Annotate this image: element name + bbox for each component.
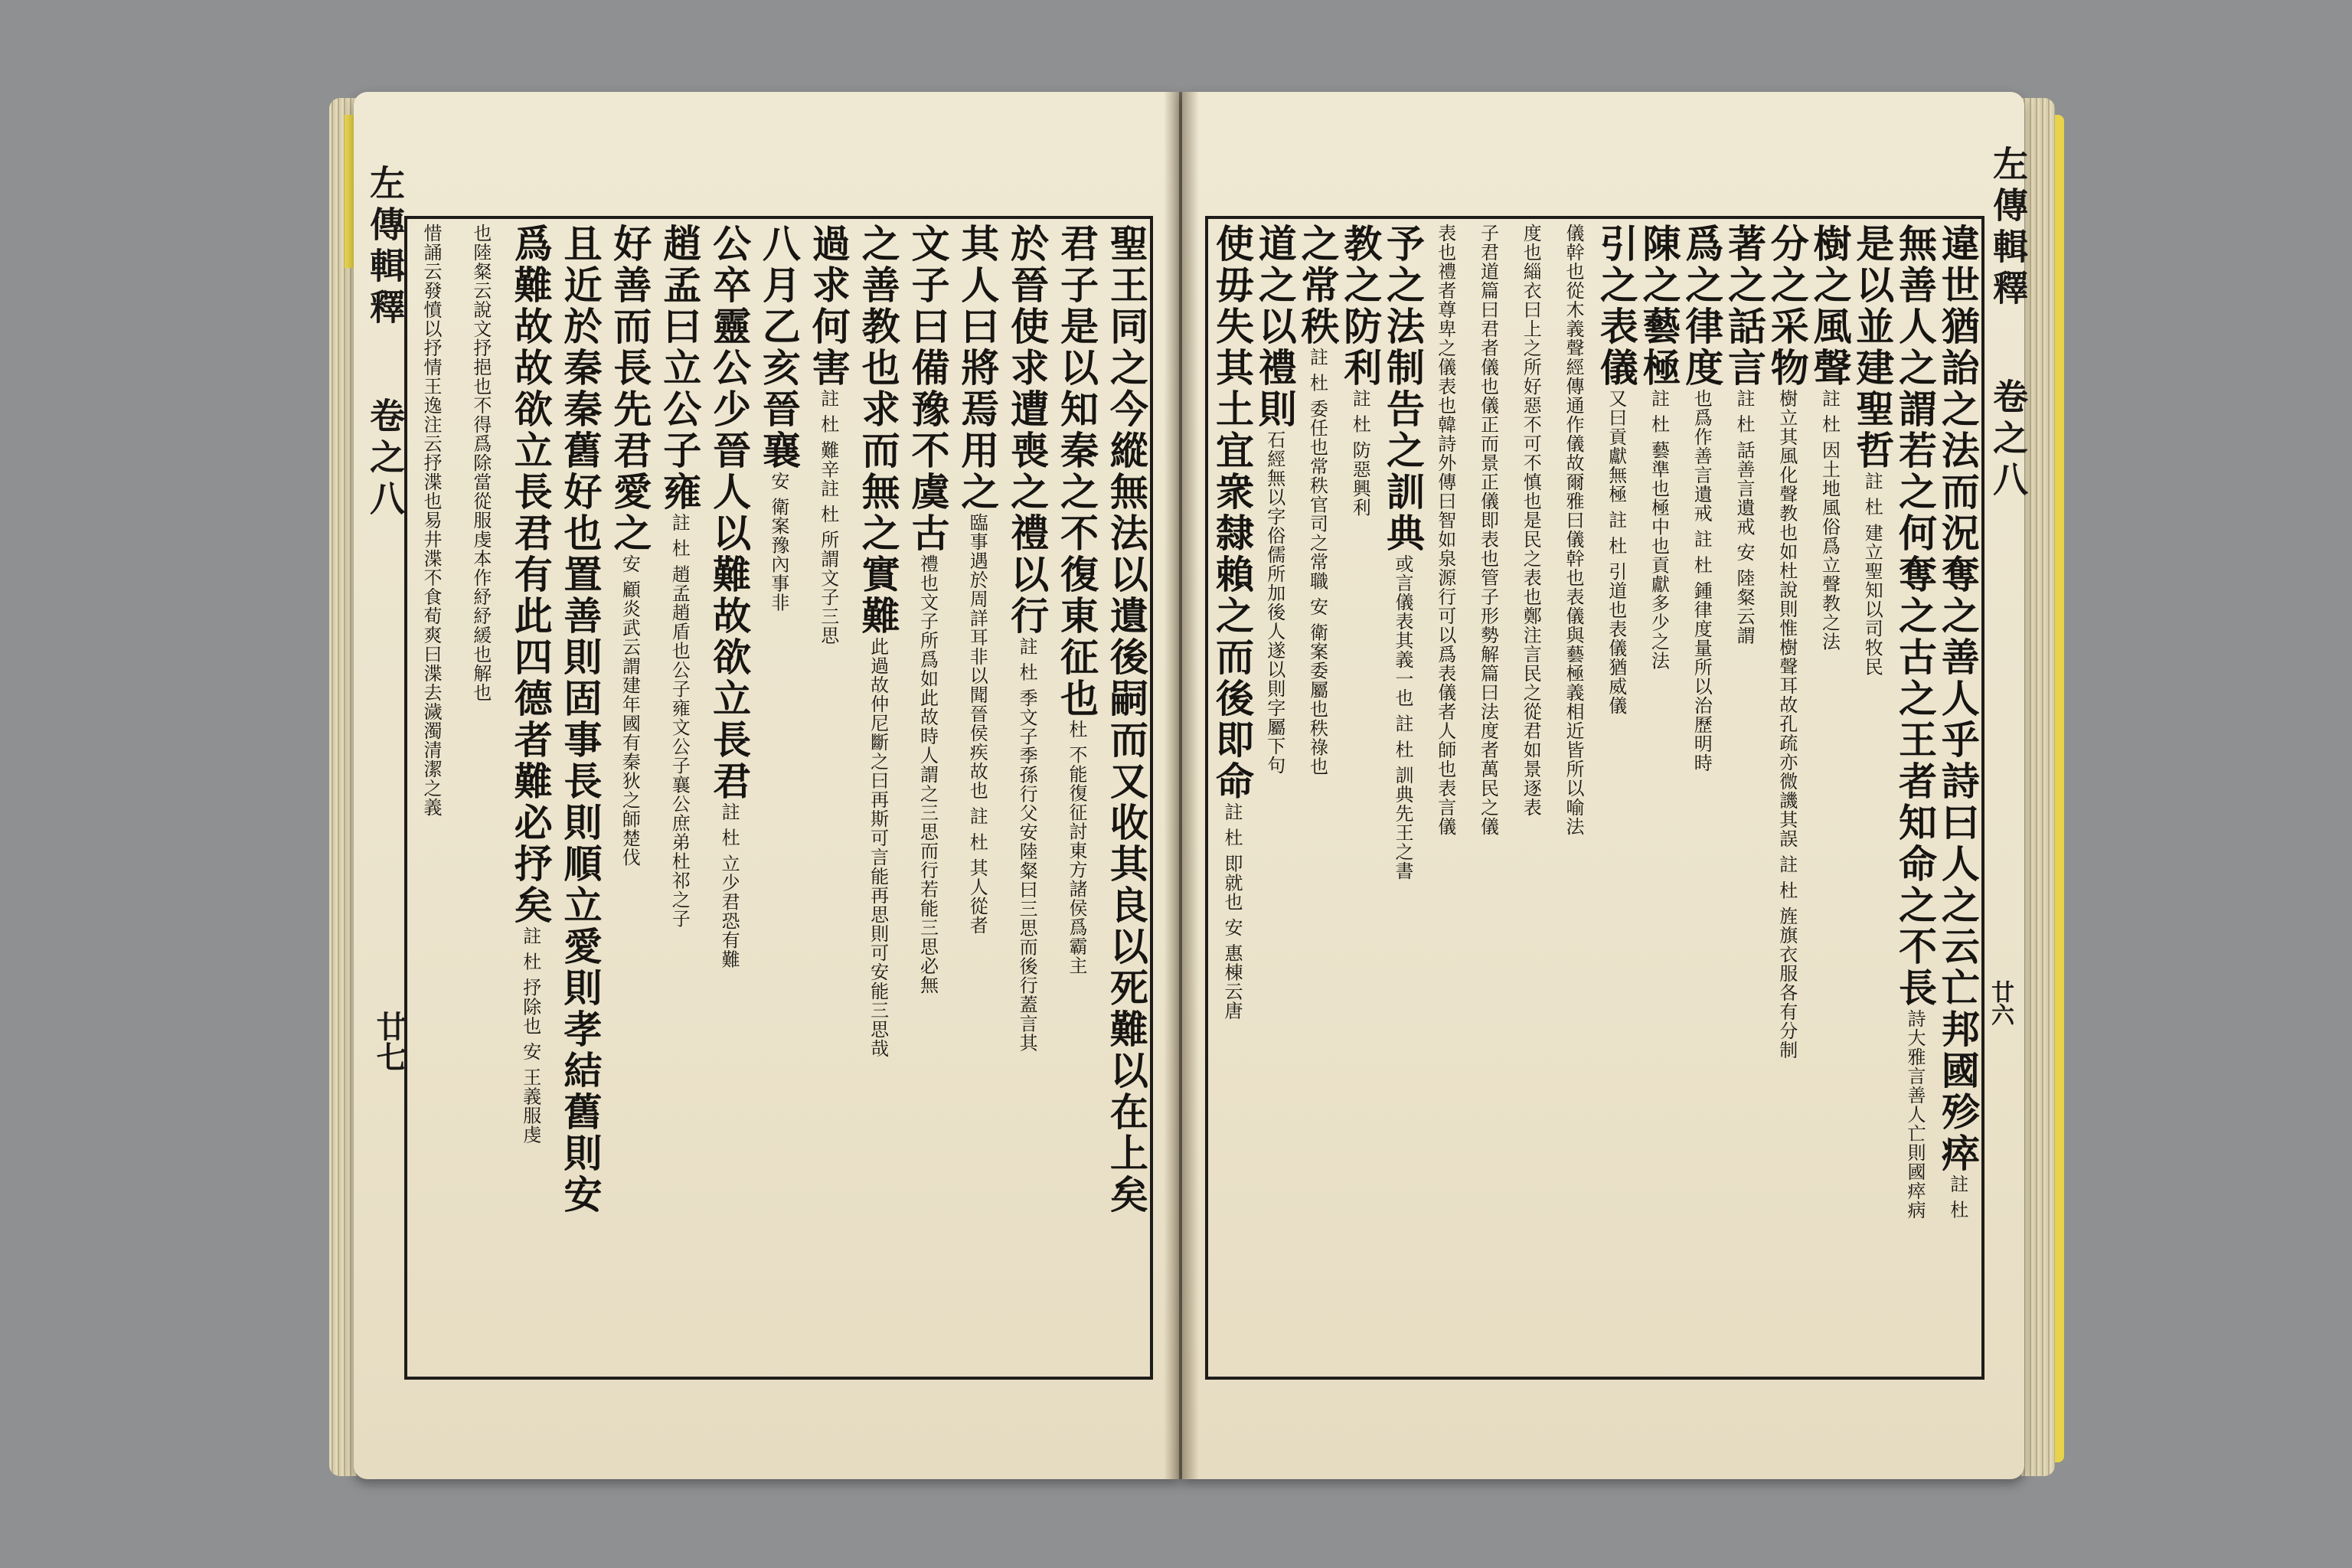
main-text: 爲難故故欲立長君有此四德者難必抒矣 <box>508 224 554 926</box>
text-column <box>1004 224 1050 1372</box>
right-text-columns <box>1210 224 1981 1372</box>
text-column <box>657 224 703 1372</box>
commentary-text: 詩大雅言善人亡則國瘁病 <box>1904 1009 1926 1220</box>
main-text: 趙孟曰立公子雍 <box>657 224 703 513</box>
commentary-text: 安 顧炎武云謂建年國有秦狄之師楚伐 <box>619 554 641 867</box>
text-column <box>905 224 951 1372</box>
text-column <box>955 224 1001 1372</box>
main-text: 聖王同之今縱無法以遺後嗣而又收其良以死難以在上矣 <box>1103 224 1149 1216</box>
commentary-text: 度也緇衣曰上之所好惡不可不慎也是民之表也鄭注言民之從君如景逐表 <box>1520 224 1542 817</box>
commentary-text: 也陸粲云說文抒挹也不得爲除當從服虔本作紓紓緩也解也 <box>469 224 492 702</box>
left-heading-title: 左傳輯釋 <box>364 165 406 330</box>
commentary-text: 杜 不能復征討東方諸侯爲霸主 <box>1065 720 1087 975</box>
text-column <box>1807 224 1853 1372</box>
main-text: 樹之風聲 <box>1807 224 1853 389</box>
right-heading-title: 左傳輯釋 <box>1988 145 2029 311</box>
commentary-text: 禮也文子所爲如此故時人謂之三思而行若能三思必無 <box>916 554 939 995</box>
commentary-text: 註 杜 建立聖知以司牧民 <box>1861 472 1883 677</box>
text-column <box>1511 224 1550 1372</box>
text-column <box>805 224 851 1372</box>
left-heading-volume: 卷之八 <box>364 397 406 522</box>
main-text: 教之防利 <box>1338 224 1383 389</box>
text-column <box>707 224 753 1372</box>
text-column <box>1338 224 1383 1372</box>
commentary-text: 安 衛案豫內事非 <box>767 472 789 612</box>
main-text: 著之話言 <box>1722 224 1767 389</box>
text-column <box>1054 224 1099 1372</box>
commentary-text: 此過故仲尼斷之曰再斯可言能再思則可安能三思哉 <box>867 637 889 1058</box>
main-text: 之善教也求而無之實難 <box>855 224 901 637</box>
commentary-text: 表也禮者尊卑之儀表也韓詩外傳曰智如泉源行可以爲表儀者人師也表言儀 <box>1434 224 1456 836</box>
main-text: 引之表儀 <box>1593 224 1639 389</box>
right-heading-volume: 卷之八 <box>1988 378 2029 503</box>
text-column <box>1679 224 1725 1372</box>
text-column <box>1469 224 1508 1372</box>
text-column <box>1893 224 1938 1372</box>
text-column <box>1103 224 1149 1372</box>
commentary-text: 儀幹也從木義聲經傳通作儀故爾雅曰儀幹也表儀與藝極義相近皆所以喻法 <box>1563 224 1584 836</box>
main-text: 其人曰將焉用之 <box>955 224 1001 513</box>
left-text-frame <box>404 216 1153 1380</box>
right-page-heading <box>1983 145 2034 502</box>
main-text: 八月乙亥晉襄 <box>756 224 802 472</box>
main-text: 是以並建聖哲 <box>1850 224 1896 472</box>
main-text: 公卒靈公少晉人以難故欲立長君 <box>707 224 753 802</box>
main-text: 之常秩 <box>1295 224 1341 348</box>
main-text: 分之采物 <box>1764 224 1810 389</box>
text-column <box>1593 224 1639 1372</box>
main-text: 且近於秦秦舊好也置善則固事長則順立愛則孝結舊則安 <box>557 224 603 1216</box>
text-column <box>508 224 554 1372</box>
commentary-text: 註 杜 趙孟趙盾也公子雍文公子襄公庶弟杜祁之子 <box>668 513 691 929</box>
main-text: 道之以禮則 <box>1252 224 1298 430</box>
commentary-text: 也爲作善言遺戒 註 杜 鍾律度量所以治歷明時 <box>1690 389 1713 773</box>
main-text: 君子是以知秦之不復東征也 <box>1054 224 1099 720</box>
commentary-text: 註 杜 防惡興利 <box>1349 389 1371 518</box>
left-text-columns <box>412 224 1149 1372</box>
left-page-edges <box>329 98 357 1476</box>
commentary-text: 註 杜 難辛註 杜 所謂文子三思 <box>817 389 839 645</box>
main-text: 爲之律度 <box>1679 224 1725 389</box>
commentary-text: 註 杜 季文子季孫行父安陸粲曰三思而後行蓋言其 <box>1016 637 1038 1053</box>
book-gutter <box>1164 92 1199 1479</box>
text-column <box>607 224 653 1372</box>
commentary-text: 註 杜 委任也常秩官司之常職 安 衛案委屬也秩祿也 <box>1306 348 1328 776</box>
text-column <box>1764 224 1810 1372</box>
text-column <box>1554 224 1592 1372</box>
commentary-text: 註 杜 話善言遺戒 安 陸粲云謂 <box>1733 389 1755 645</box>
commentary-text: 註 杜 <box>1946 1174 1968 1220</box>
main-text: 予之法制告之訓典 <box>1380 224 1426 554</box>
commentary-text: 註 杜 立少君恐有難 <box>718 802 740 969</box>
left-page-number: 廿七 <box>371 1011 407 1072</box>
main-text: 違世猶詒之法而況奪之善人乎詩曰人之云亡邦國殄瘁 <box>1935 224 1981 1174</box>
commentary-text: 註 杜 抒除也 安 王義服虔 <box>519 926 541 1145</box>
text-column <box>756 224 802 1372</box>
commentary-text: 臨事遇於周詳耳非以聞晉侯疾故也 註 杜 其人從者 <box>966 513 988 935</box>
main-text: 陳之藝極 <box>1636 224 1682 389</box>
right-edge-yellow-tint <box>2055 115 2064 1462</box>
commentary-text: 石經無以字俗儒所加後人遂以則字屬下句 <box>1263 430 1285 775</box>
commentary-text: 註 杜 即就也 安 惠棟云唐 <box>1221 802 1243 1021</box>
text-column <box>1252 224 1298 1372</box>
text-column <box>1426 224 1465 1372</box>
left-page-heading <box>360 165 410 521</box>
text-column <box>855 224 901 1372</box>
main-text: 好善而長先君愛之 <box>607 224 653 554</box>
text-column <box>1850 224 1896 1372</box>
text-column <box>1295 224 1341 1372</box>
commentary-text: 註 杜 因土地風俗爲立聲教之法 <box>1818 389 1841 652</box>
main-text: 於晉使求遭喪之禮以行 <box>1004 224 1050 637</box>
text-column <box>1380 224 1426 1372</box>
commentary-text: 註 杜 藝準也極中也貢獻多少之法 <box>1648 389 1670 671</box>
commentary-text: 或言儀表其義一也 註 杜 訓典先王之書 <box>1392 554 1413 880</box>
commentary-text: 惜誦云發憤以抒情王逸注云抒渫也易井渫不食荀爽曰渫去濊濁清潔之義 <box>420 224 442 817</box>
text-column <box>412 224 450 1372</box>
text-column <box>1935 224 1981 1372</box>
commentary-text: 又曰貢獻無極 註 杜 引道也表儀猶威儀 <box>1605 389 1627 715</box>
commentary-text: 樹立其風化聲教也如杜說則惟樹聲耳故孔疏亦微譏其誤 註 杜 旌旗衣服各有分制 <box>1775 389 1798 1060</box>
main-text: 使毋失其土宜衆隸賴之而後即命 <box>1210 224 1255 802</box>
text-column <box>1636 224 1682 1372</box>
text-column <box>1722 224 1767 1372</box>
right-text-frame <box>1205 216 1984 1380</box>
text-column <box>1210 224 1255 1372</box>
main-text: 無善人之謂若之何奪之古之王者知命之不長 <box>1893 224 1938 1009</box>
text-column <box>462 224 500 1372</box>
commentary-text: 子君道篇曰君者儀也儀正而景正儀即表也管子形勢解篇曰法度者萬民之儀 <box>1477 224 1499 836</box>
main-text: 文子曰備豫不虞古 <box>905 224 951 554</box>
main-text: 過求何害 <box>805 224 851 389</box>
text-column <box>557 224 603 1372</box>
right-page-number: 廿六 <box>1987 980 2014 1026</box>
